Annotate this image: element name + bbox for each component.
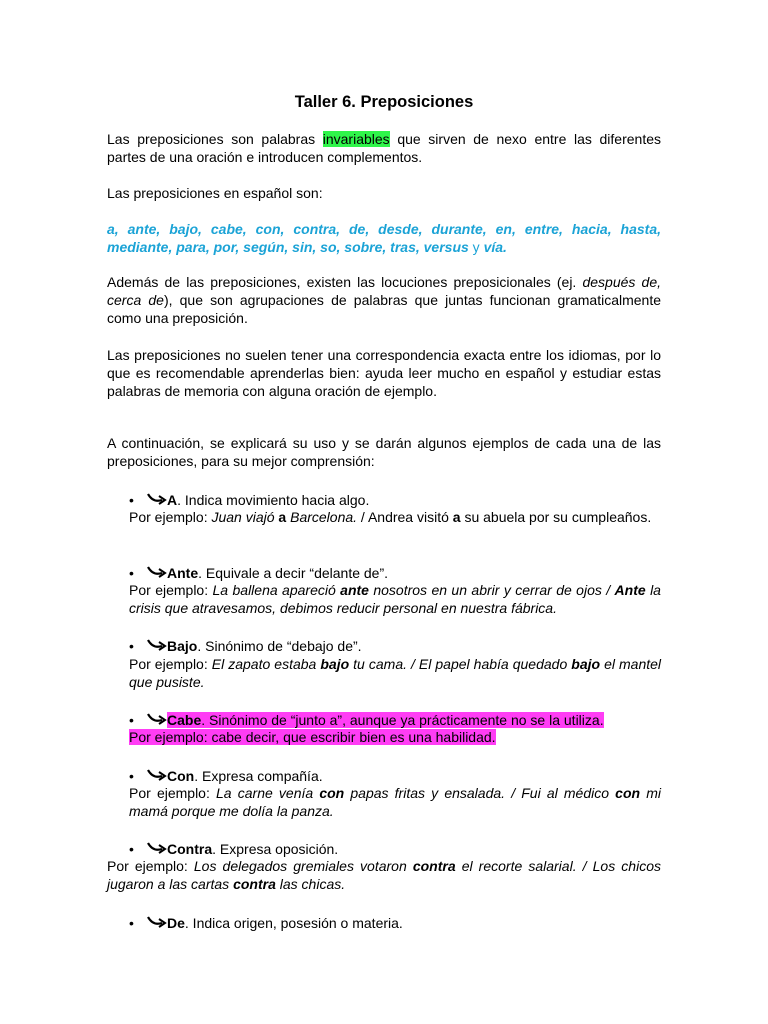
- curved-arrow-icon: [147, 841, 167, 855]
- bullet: •: [129, 565, 134, 581]
- intro-paragraph: Las preposiciones son palabras invariables que sirven de nexo entre las diferentes partes de una oración e introducen complementos.: [107, 131, 661, 165]
- example-bajo: Por ejemplo: El zapato estaba bajo tu cama. / El papel había quedado bajo el mantel que pusiste.: [129, 656, 662, 690]
- list-item-contra: • Contra. Expresa oposición.: [129, 841, 339, 857]
- bullet: •: [129, 492, 134, 508]
- bullet: •: [129, 841, 134, 857]
- curved-arrow-icon: [147, 638, 167, 652]
- example-ante: Por ejemplo: La ballena apareció ante nosotros en un abrir y cerrar de ojos / Ante la crisis que atravesamos, debimos reducir personal en nuestra fábrica.: [129, 582, 661, 616]
- bullet: •: [129, 768, 134, 784]
- continuacion-paragraph: A continuación, se explicará su uso y se darán algunos ejemplos de cada una de las preposiciones, para su mejor comprensión:: [107, 435, 661, 469]
- highlighted-entry: Cabe. Sinónimo de “junto a”, aunque ya prácticamente no se la utiliza.: [167, 712, 604, 728]
- list-item-a: • A. Indica movimiento hacia algo.: [129, 492, 370, 508]
- list-item-ante: • Ante. Equivale a decir “delante de”.: [129, 565, 389, 581]
- curved-arrow-icon: [147, 565, 167, 579]
- highlighted-word: invariables: [322, 131, 390, 147]
- correspondencia-paragraph: Las preposiciones no suelen tener una correspondencia exacta entre los idiomas, por lo que es recomendable aprenderlas bien: ayuda leer mucho en español y estudiar estas palabras de memoria con alguna oración de ejemplo.: [107, 347, 661, 399]
- curved-arrow-icon: [147, 712, 167, 726]
- bullet: •: [129, 638, 134, 654]
- list-item-bajo: • Bajo. Sinónimo de “debajo de”.: [129, 638, 362, 654]
- list-intro: Las preposiciones en español son:: [107, 185, 323, 201]
- page-title: Taller 6. Preposiciones: [294, 93, 474, 111]
- example-contra: Por ejemplo: Los delegados gremiales votaron contra el recorte salarial. / Los chicos jugaron a las cartas contra las chicas.: [107, 858, 661, 892]
- curved-arrow-icon: [147, 492, 167, 506]
- curved-arrow-icon: [147, 915, 167, 929]
- preposition-list: a, ante, bajo, cabe, con, contra, de, desde, durante, en, entre, hacia, hasta, mediante, para, por, según, sin, so, sobre, tras, versus y vía.: [107, 221, 661, 255]
- example-con: Por ejemplo: La carne venía con papas fritas y ensalada. / Fui al médico con mi mamá porque me dolía la panza.: [129, 785, 661, 819]
- curved-arrow-icon: [147, 768, 167, 782]
- example-cabe: Por ejemplo: cabe decir, que escribir bien es una habilidad.: [129, 729, 496, 745]
- list-item-cabe: [129, 711, 661, 729]
- bullet: •: [129, 712, 134, 728]
- locuciones-paragraph: Además de las preposiciones, existen las locuciones preposicionales (ej. después de, cerca de), que son agrupaciones de palabras que juntas funcionan gramaticalmente como una preposición.: [107, 274, 661, 326]
- bullet: •: [129, 915, 134, 931]
- list-item-de: • De. Indica origen, posesión o materia.: [129, 915, 403, 931]
- example-a: Por ejemplo: Juan viajó a Barcelona. / Andrea visitó a su abuela por su cumpleaños.: [129, 509, 652, 525]
- list-item-con: • Con. Expresa compañía.: [129, 768, 323, 784]
